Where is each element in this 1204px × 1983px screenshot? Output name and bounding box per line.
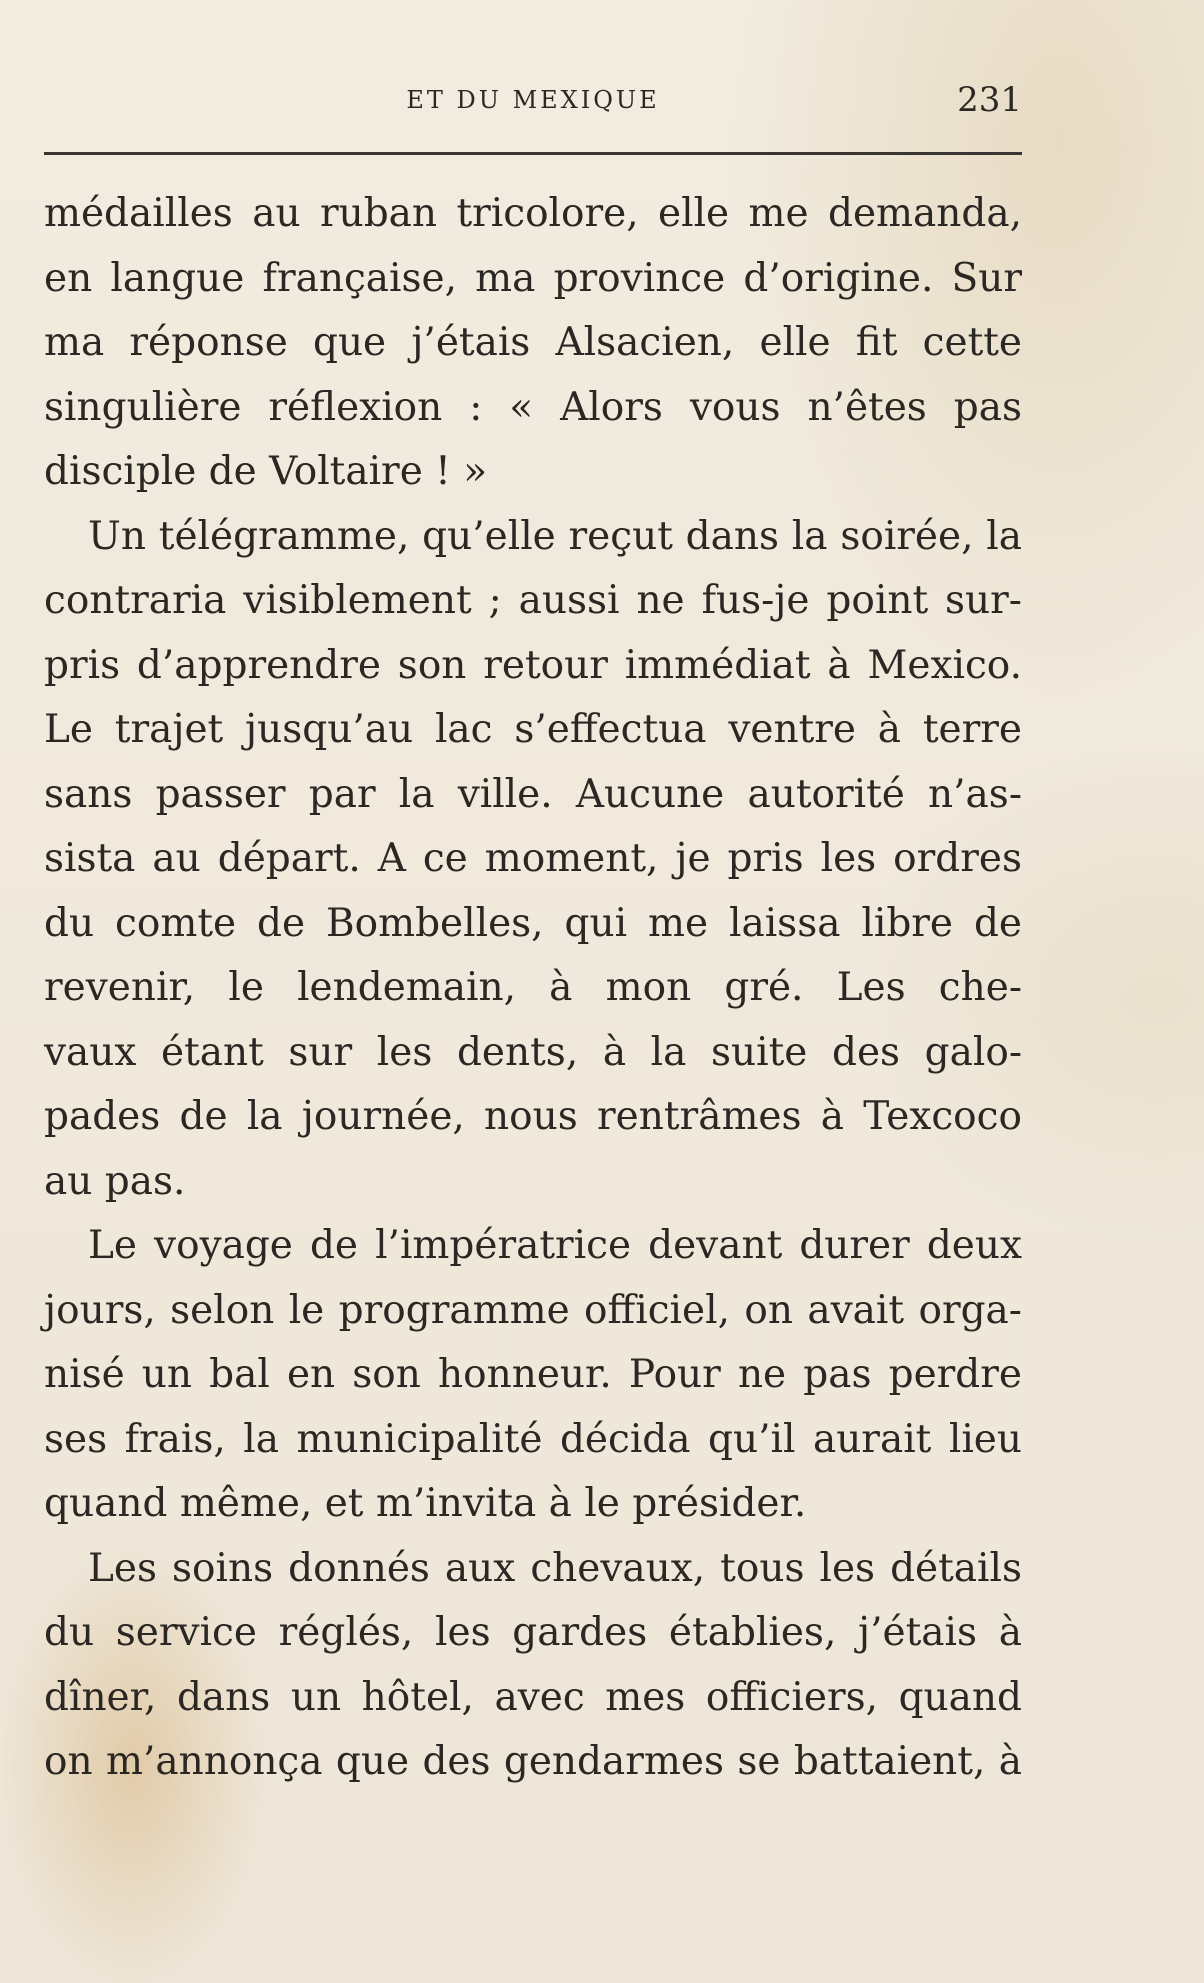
text-line: pades de la journée, nous rentrâmes à Texcoco bbox=[44, 1094, 1022, 1139]
text-line: singulière réflexion : « Alors vous n’êtes pas bbox=[44, 384, 1022, 430]
text-line: pris d’apprendre son retour immédiat à Mexico. bbox=[44, 642, 1022, 688]
text-line: vaux étant sur les dents, à la suite des galo- bbox=[44, 1029, 1022, 1075]
body-text bbox=[44, 182, 1022, 1795]
text-line: Le voyage de l’impératrice devant durer deux bbox=[88, 1223, 1022, 1268]
text-line: on m’annonça que des gendarmes se battaient, à bbox=[44, 1739, 1022, 1784]
page-header bbox=[44, 78, 1022, 122]
page-number: 231 bbox=[957, 80, 1022, 120]
paragraph-4 bbox=[44, 1537, 1022, 1795]
text-line: Un télégramme, qu’elle reçut dans la soirée, la bbox=[88, 513, 1022, 559]
text-line: dîner, dans un hôtel, avec mes officiers, quand bbox=[44, 1674, 1022, 1720]
text-line: revenir, le lendemain, à mon gré. Les che- bbox=[44, 965, 1022, 1010]
text-line: jours, selon le programme officiel, on avait orga- bbox=[44, 1287, 1022, 1333]
text-line: du service réglés, les gardes établies, j’étais à bbox=[44, 1610, 1022, 1655]
text-line: contraria visiblement ; aussi ne fus-je point sur- bbox=[44, 578, 1022, 623]
text-line: du comte de Bombelles, qui me laissa libre de bbox=[44, 900, 1022, 946]
text-line: Les soins donnés aux chevaux, tous les détails bbox=[88, 1545, 1022, 1591]
text-line: ses frais, la municipalité décida qu’il aurait lieu bbox=[44, 1416, 1022, 1462]
text-line: médailles au ruban tricolore, elle me demanda, bbox=[44, 191, 1022, 236]
text-line: au pas. bbox=[44, 1158, 186, 1204]
header-rule bbox=[44, 152, 1022, 155]
text-line: en langue française, ma province d’origine. Sur bbox=[44, 255, 1022, 301]
text-line: sista au départ. A ce moment, je pris les ordres bbox=[44, 836, 1022, 881]
paragraph-1 bbox=[44, 182, 1022, 505]
paragraph-2 bbox=[44, 505, 1022, 1215]
running-title: ET DU MEXIQUE bbox=[406, 86, 660, 114]
text-line: nisé un bal en son honneur. Pour ne pas perdre bbox=[44, 1352, 1022, 1397]
text-line: disciple de Voltaire ! » bbox=[44, 449, 488, 494]
text-line: ma réponse que j’étais Alsacien, elle fit cette bbox=[44, 320, 1022, 365]
text-line: quand même, et m’invita à le présider. bbox=[44, 1481, 807, 1526]
text-line: Le trajet jusqu’au lac s’effectua ventre à terre bbox=[44, 707, 1022, 752]
text-line: sans passer par la ville. Aucune autorité n’as- bbox=[44, 771, 1022, 817]
paragraph-3 bbox=[44, 1214, 1022, 1537]
